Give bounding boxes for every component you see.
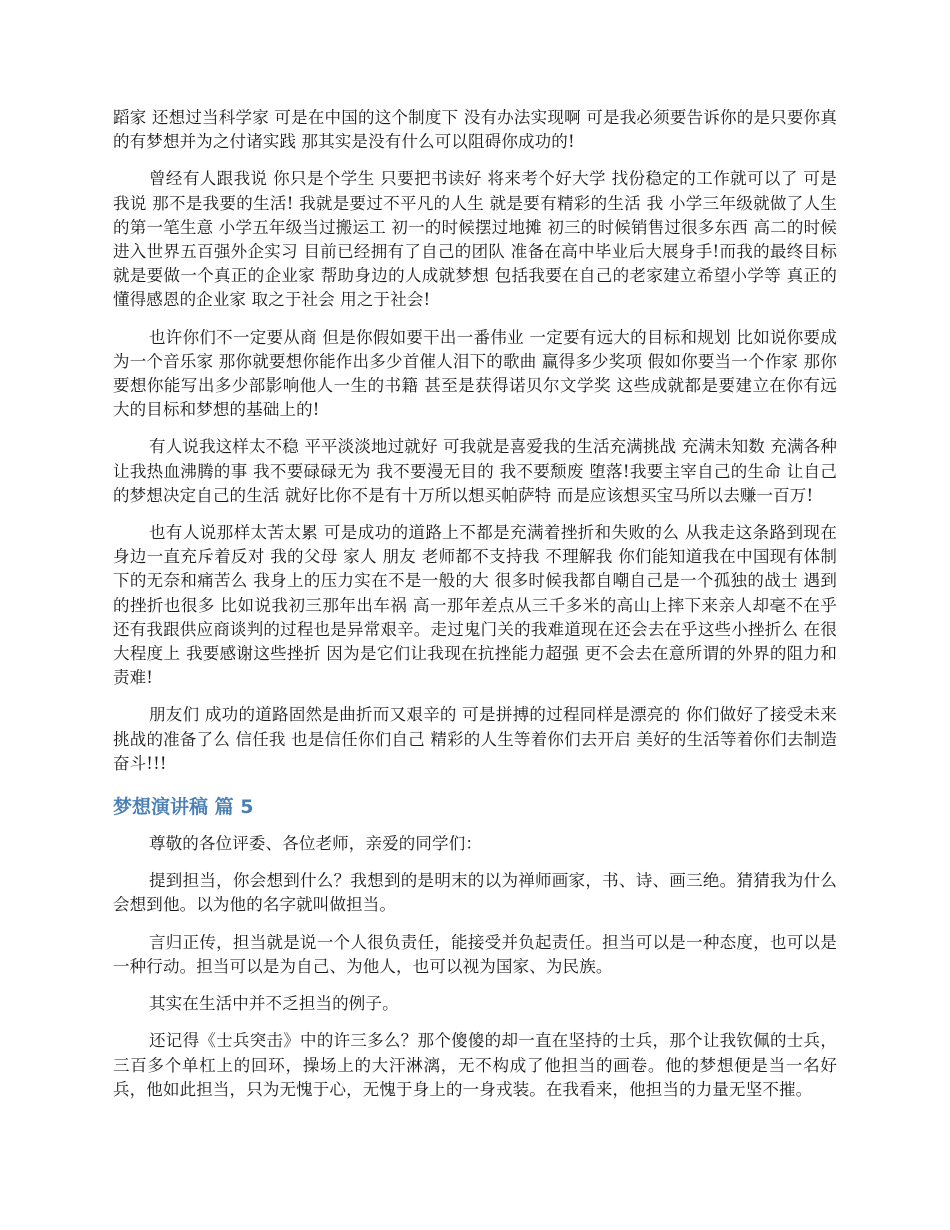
paragraph: 曾经有人跟我说 你只是个学生 只要把书读好 将来考个好大学 找份稳定的工作就可以了 可是我说 那不是我要的生活! 我就是要过不平凡的人生 就是要有精彩的生活 我 小学三年级就做了人生的第一笔生意 小学五年级当过搬运工 初一的时候摆过地摊 初三的时候销售过很多东西 高二的时候进入世界五百强外企实习 目前已经拥有了自己的团队 准备在高中毕业后大展身手!而我的最终目标就是要做一个真正的企业家 帮助身边的人成就梦想 包括我要在自己的老家建立希望小学等 真正的懂得感恩的企业家 取之于社会 用之于社会! [113,169,837,310]
paragraph-continued: 蹈家 还想过当科学家 可是在中国的这个制度下 没有办法实现啊 可是我必须要告诉你的是只要你真的有梦想并为之付诸实践 那其实是没有什么可以阻碍你成功的! [113,108,837,152]
paragraph: 朋友们 成功的道路固然是曲折而又艰辛的 可是拼搏的过程同样是漂亮的 你们做好了接受未来挑战的准备了么 信任我 也是信任你们自己 精彩的人生等着你们去开启 美好的生活等着你们去制造 奋斗!!! [113,705,837,773]
paragraph: 有人说我这样太不稳 平平淡淡地过就好 可我就是喜爱我的生活充满挑战 充满未知数 充满各种让我热血沸腾的事 我不要碌碌无为 我不要漫无目的 我不要颓废 堕落!我要主宰自己的生命 让自己的梦想决定自己的生活 就好比你不是有十万所以想买帕萨特 而是应该想买宝马所以去赚一百万! [113,437,837,505]
section-heading: 梦想演讲稿 篇 5 [113,796,254,819]
paragraph: 也有人说那样太苦太累 可是成功的道路上不都是充满着挫折和失败的么 从我走这条路到现在 身边一直充斥着反对 我的父母 家人 朋友 老师都不支持我 不理解我 你们能知道我在中国现有体制下的无奈和痛苦么 我身上的压力实在不是一般的大 很多时候我都自嘲自己是一个孤独的战士 遇到的挫折也很多 比如说我初三那年出车祸 高一那年差点从三千多米的高山上摔下来亲人却毫不在乎 还有我跟供应商谈判的过程也是异常艰辛。走过鬼门关的我难道现在还会去在乎这些小挫折么 在很大程度上 我要感谢这些挫折 因为是它们让我现在抗挫能力超强 更不会去在意所谓的外界的阻力和责难! [113,523,837,688]
salutation: 尊敬的各位评委、各位老师，亲爱的同学们： [149,834,482,854]
paragraph: 还记得《士兵突击》中的许三多么？那个傻傻的却一直在坚持的士兵，那个让我钦佩的士兵，三百多个单杠上的回环，操场上的大汗淋漓，无不构成了他担当的画卷。他的梦想便是当一名好兵，他如此担当，只为无愧于心，无愧于身上的一身戎装。在我看来，他担当的力量无坚不摧。 [113,1031,837,1099]
paragraph: 言归正传，担当就是说一个人很负责任，能接受并负起责任。担当可以是一种态度，也可以是一种行动。担当可以是为自己、为他人，也可以视为国家、为民族。 [113,932,837,976]
document-page [113,106,837,1115]
paragraph: 其实在生活中并不乏担当的例子。 [149,994,399,1014]
paragraph: 提到担当，你会想到什么？我想到的是明末的以为禅师画家，书、诗、画三绝。猜猜我为什么会想到他。以为他的名字就叫做担当。 [113,871,837,915]
paragraph: 也许你们不一定要从商 但是你假如要干出一番伟业 一定要有远大的目标和规划 比如说你要成为一个音乐家 那你就要想你能作出多少首催人泪下的歌曲 赢得多少奖项 假如你要当一个作家 那你要想你能写出多少部影响他人一生的书籍 甚至是获得诺贝尔文学奖 这些成就都是要建立在你有远大的目标和梦想的基础上的! [113,327,837,420]
